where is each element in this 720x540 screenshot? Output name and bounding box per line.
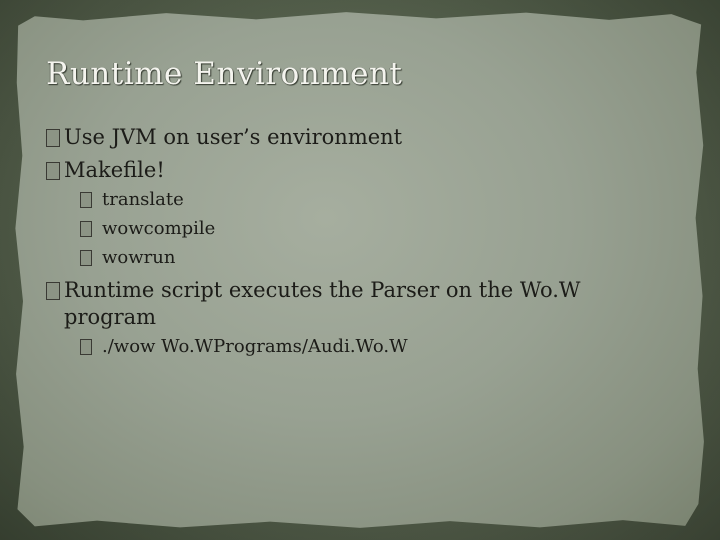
bullet-item-runtime-script — [46, 277, 666, 331]
sub-bullet-item — [76, 246, 666, 270]
bullet-box-icon — [46, 129, 60, 147]
bullet-box-icon — [80, 250, 92, 266]
makefile-sublist — [46, 188, 666, 270]
bullet-box-icon — [46, 162, 60, 180]
bullet-box-icon — [80, 221, 92, 237]
sub-bullet-text: wowcompile — [102, 218, 216, 239]
sub-bullet-text: translate — [102, 189, 184, 210]
slide-title: Runtime Environment — [46, 56, 403, 92]
sub-bullet-item — [76, 335, 666, 359]
bullet-text: Runtime script executes the Parser on the Wo.W program — [64, 278, 581, 329]
bullet-item-jvm — [46, 124, 666, 151]
sub-bullet-item — [76, 188, 666, 212]
bullet-box-icon — [80, 339, 92, 355]
sub-bullet-text: wowrun — [102, 247, 176, 268]
bullet-text: Makefile! — [64, 158, 165, 182]
bullet-list — [46, 124, 666, 366]
sub-bullet-item — [76, 217, 666, 241]
sub-bullet-text: ./wow Wo.WPrograms/Audi.Wo.W — [102, 336, 408, 357]
bullet-text: Use JVM on user’s environment — [64, 125, 403, 149]
runtime-sublist — [46, 335, 666, 359]
bullet-item-makefile — [46, 157, 666, 184]
bullet-box-icon — [46, 282, 60, 300]
bullet-box-icon — [80, 192, 92, 208]
